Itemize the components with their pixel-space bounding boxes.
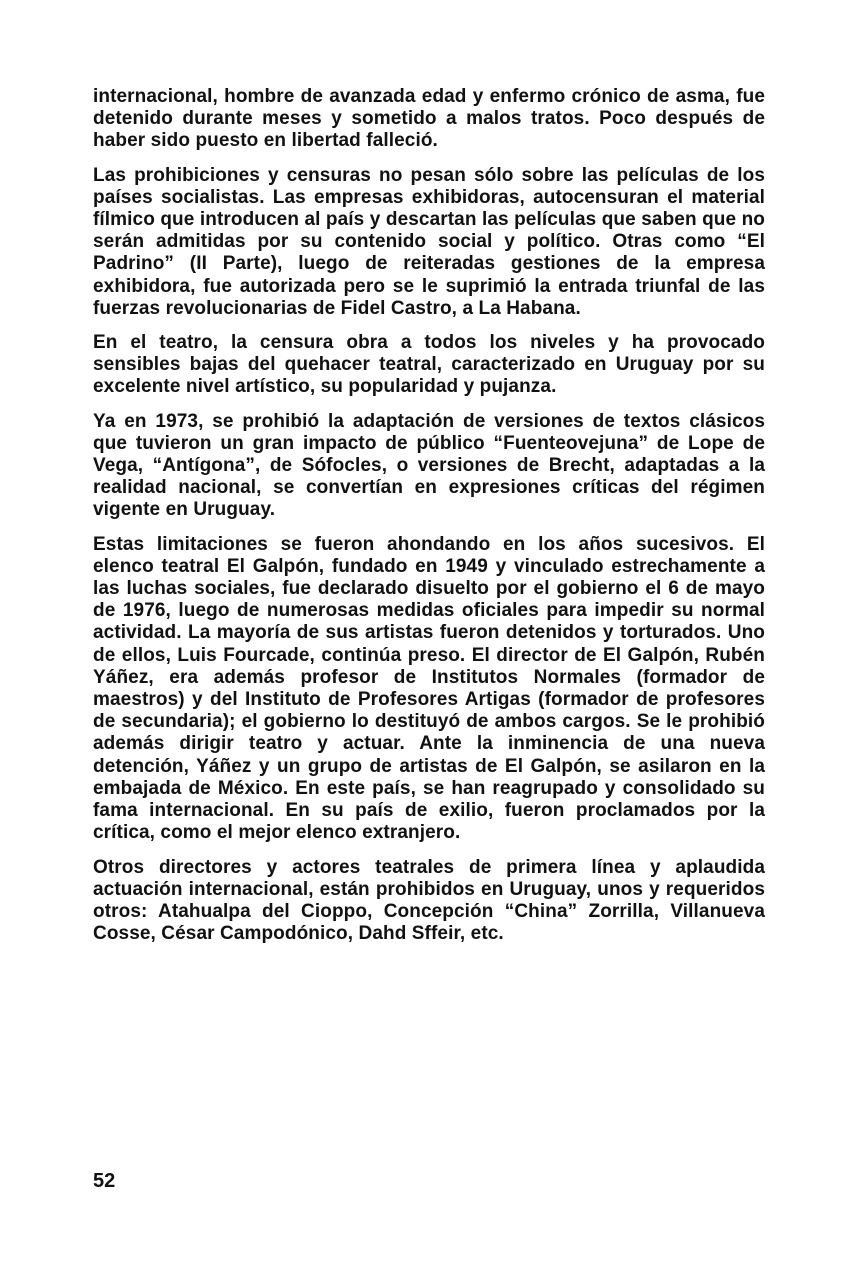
paragraph-6: Otros directores y actores teatrales de primera línea y aplaudida actuación internacional, están prohibidos en Uruguay, unos y requeridos otros: Atahualpa del Cioppo, Concepción “China” Zorrilla, Villanueva Cosse, César Campodónico, Dahd Sffeir, etc. (93, 856, 765, 945)
paragraph-1: internacional, hombre de avanzada edad y enfermo crónico de asma, fue detenido durante meses y sometido a malos tratos. Poco después de haber sido puesto en libertad falleció. (93, 86, 765, 152)
paragraph-4: Ya en 1973, se prohibió la adaptación de versiones de textos clásicos que tuvieron un gran impacto de público “Fuenteovejuna” de Lope de Vega, “Antígona”, de Sófocles, o versiones de Brecht, adaptadas a la realidad nacional, se convertían en expresiones críticas del régimen vigente en Uruguay. (93, 410, 765, 521)
paragraph-2: Las prohibiciones y censuras no pesan sólo sobre las películas de los países socialistas. Las empresas exhibidoras, autocensuran el material fílmico que introducen al país y descartan las películas que saben que no serán admitidas por su contenido social y político. Otras como “El Padrino” (II Parte), luego de reiteradas gestiones de la empresa exhibidora, fue autorizada pero se le suprimió la entrada triunfal de las fuerzas revolucionarias de Fidel Castro, a La Habana. (93, 164, 765, 319)
page-number: 52 (93, 1170, 116, 1192)
paragraph-3: En el teatro, la censura obra a todos los niveles y ha provocado sensibles bajas del quehacer teatral, caracterizado en Uruguay por su excelente nivel artístico, su popularidad y pujanza. (93, 332, 765, 398)
page-body (93, 86, 765, 957)
paragraph-5: Estas limitaciones se fueron ahondando en los años sucesivos. El elenco teatral El Galpón, fundado en 1949 y vinculado estrechamente a las luchas sociales, fue declarado disuelto por el gobierno el 6 de mayo de 1976, luego de numerosas medidas oficiales para impedir su normal actividad. La mayoría de sus artistas fueron detenidos y torturados. Uno de ellos, Luis Fourcade, continúa preso. El director de El Galpón, Rubén Yáñez, era además profesor de Institutos Normales (formador de maestros) y del Instituto de Profesores Artigas (formador de profesores de secundaria); el gobierno lo destituyó de ambos cargos. Se le prohibió además dirigir teatro y actuar. Ante la inminencia de una nueva detención, Yáñez y un grupo de artistas de El Galpón, se asilaron en la embajada de México. En este país, se han reagrupado y consolidado su fama internacional. En su país de exilio, fueron proclamados por la crítica, como el mejor elenco extranjero. (93, 533, 765, 844)
